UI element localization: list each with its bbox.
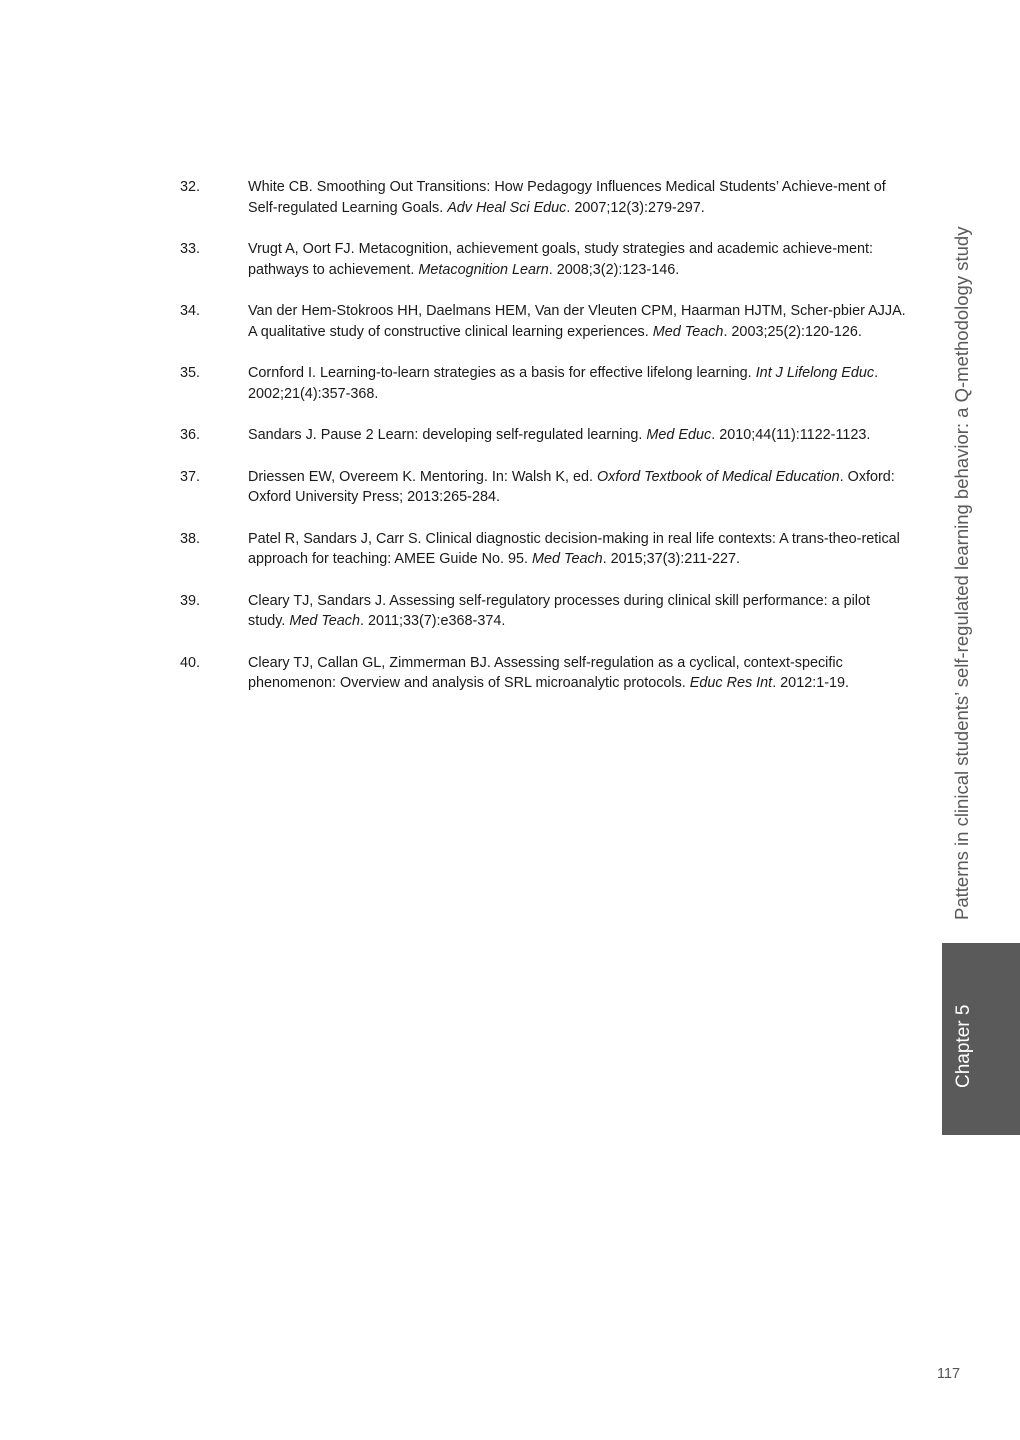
- journal-title: Med Teach: [531, 551, 603, 567]
- reference-number: 37.: [180, 468, 201, 485]
- page-number: 117: [937, 1366, 960, 1382]
- reference-item: [180, 363, 910, 404]
- reference-text: [248, 363, 910, 404]
- reference-number: 33.: [180, 241, 201, 257]
- reference-segment: Sandars J. Pause 2 Learn: developing self-regulated learning.: [248, 427, 647, 443]
- reference-item: [180, 591, 910, 632]
- reference-number: 34.: [180, 303, 201, 319]
- reference-segment: . 2007;12(3):279-297.: [566, 199, 705, 216]
- reference-segment: . 2015;37(3):211-227.: [602, 551, 740, 567]
- journal-title: Oxford Textbook of Medical Education: [596, 468, 840, 485]
- reference-segment: . 2012:1-19.: [772, 675, 849, 691]
- running-title-vertical: [945, 190, 979, 920]
- reference-text: [248, 177, 910, 218]
- reference-number: 38.: [180, 530, 201, 547]
- reference-segment: . Oxford: Oxford University Press; 2013:265-284.: [248, 468, 895, 505]
- reference-item: [180, 301, 910, 342]
- reference-number: 32.: [180, 179, 201, 195]
- reference-text: [248, 301, 910, 342]
- reference-item: [180, 177, 910, 218]
- journal-title: Med Teach: [652, 323, 724, 340]
- reference-text: [248, 467, 910, 508]
- reference-segment: . 2003;25(2):120-126.: [723, 323, 862, 340]
- reference-number: 35.: [180, 365, 201, 381]
- reference-text: [248, 425, 910, 446]
- reference-number: 40.: [180, 654, 201, 671]
- reference-item: [180, 529, 910, 570]
- reference-segment: . 2011;33(7):e368-374.: [360, 613, 506, 629]
- reference-segment: Driessen EW, Overeem K. Mentoring. In: Walsh K, ed.: [248, 468, 597, 485]
- reference-segment: Vrugt A, Oort FJ. Metacognition, achievement goals, study strategies and academic achieve-ment: pathways to achievement.: [248, 241, 873, 278]
- reference-item: [180, 653, 910, 694]
- reference-list: [180, 177, 910, 715]
- running-title-text: Patterns in clinical students’ self-regulated learning behavior: a Q-methodology study: [951, 226, 972, 920]
- chapter-tab: [942, 943, 1020, 1135]
- reference-segment: Van der Hem-Stokroos HH, Daelmans HEM, Van der Vleuten CPM, Haarman HJTM, Scher-pbier AJJA. A qualitative study of constructive clinical learning experiences.: [248, 303, 906, 340]
- reference-item: [180, 425, 910, 446]
- reference-segment: White CB. Smoothing Out Transitions: How Pedagogy Influences Medical Students’ Achieve-ment of Self-regulated Learning Goals.: [248, 179, 886, 216]
- chapter-label: Chapter 5: [953, 1004, 974, 1088]
- reference-segment: . 2010;44(11):1122-1123.: [711, 427, 871, 443]
- journal-title: Med Teach: [289, 613, 360, 629]
- reference-text: [248, 653, 910, 694]
- journal-title: Metacognition Learn: [418, 261, 549, 278]
- journal-title: Med Educ: [646, 427, 712, 443]
- journal-title: Adv Heal Sci Educ: [447, 199, 567, 216]
- reference-text: [248, 239, 910, 280]
- reference-segment: Cleary TJ, Sandars J. Assessing self-regulatory processes during clinical skill performance: a pilot study.: [248, 592, 870, 629]
- reference-text: [248, 591, 910, 632]
- reference-text: [248, 529, 910, 570]
- journal-title: Int J Lifelong Educ: [755, 365, 875, 381]
- journal-title: Educ Res Int: [689, 675, 773, 691]
- reference-item: [180, 239, 910, 280]
- reference-segment: . 2002;21(4):357-368.: [248, 365, 879, 402]
- reference-segment: Cleary TJ, Callan GL, Zimmerman BJ. Assessing self-regulation as a cyclical, context-specific phenomenon: Overview and analysis of SRL microanalytic protocols.: [248, 654, 843, 691]
- reference-segment: . 2008;3(2):123-146.: [548, 261, 680, 278]
- reference-item: [180, 467, 910, 508]
- reference-number: 39.: [180, 592, 201, 609]
- reference-number: 36.: [180, 427, 201, 443]
- reference-segment: Patel R, Sandars J, Carr S. Clinical diagnostic decision-making in real life contexts: A trans-theo-retical approach for teaching: AMEE Guide No. 95.: [248, 530, 900, 567]
- reference-segment: Cornford I. Learning-to-learn strategies as a basis for effective lifelong learning.: [248, 365, 756, 381]
